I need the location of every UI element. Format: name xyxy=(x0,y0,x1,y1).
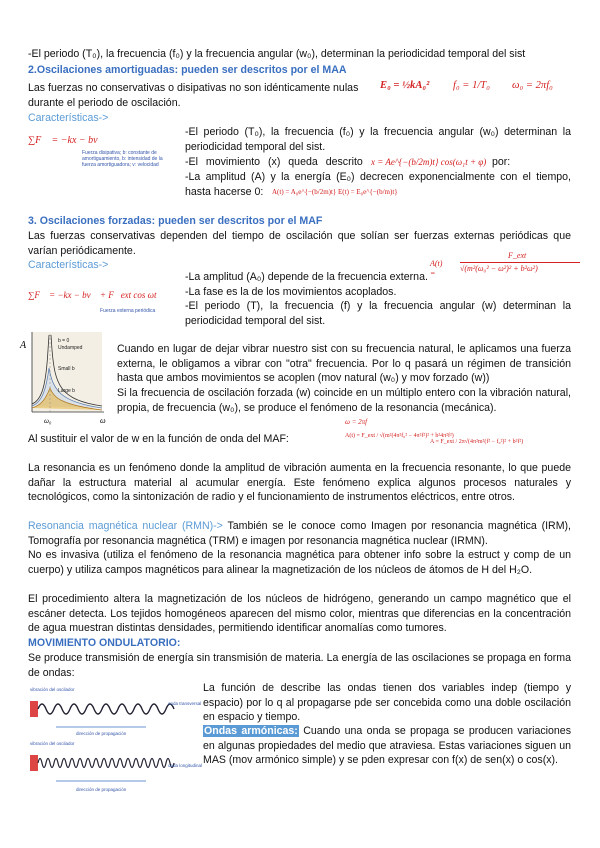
fig-label-5: onda longitudinal xyxy=(168,763,203,768)
amp-den: √(m²(ω₀² − ω²)² + b²ω²) xyxy=(460,264,538,273)
wave-figure-svg xyxy=(26,683,203,797)
rmn-text-1a: También se le conoce como Imagen por resonancia magnética (IRM), Tomografía por resonancia magnética (TRM) e imagen por resonancia magnética nuclear (IRMN). xyxy=(28,520,571,547)
resonance-graph xyxy=(18,330,112,426)
resonance-para-1: Cuando en lugar de dejar vibrar nuestro sist con su frecuencia natural, le aplicamos una fuerza externa, le obligamos a vibrar con "otra" frecuencia. Por lo q pasará un régimen de transición hasta que ambos movimientos se acoplen (mov natural (w₀) y mov forzado (w)) xyxy=(117,343,571,385)
amp-lhs: A(t) = xyxy=(430,259,443,278)
damped-motion-formula: x = Ae^{−(b/2m)t} cos(ω₁t + φ) xyxy=(371,157,487,167)
heading-wave-motion: MOVIMIENTO ONDULATORIO: xyxy=(28,637,181,649)
damped-force-note: Fuerza disipativa; b: constante de amortiguamiento, b: intensidad de la fuerza amortiguadora; v: velocidad xyxy=(82,150,163,168)
graph-label-b0: b = 0 xyxy=(58,338,70,344)
graph-axis-x: ω xyxy=(100,416,106,425)
graph-label-small-b: Small b xyxy=(58,366,75,372)
wave-text-2: Cuando una onda se propaga se producen variaciones en algunas propiedades del medio que atraviesa. Estas variaciones siguen un MAS (mov armónico simple) y se pden expresar con f(x) de sen(x) o cos(x). xyxy=(203,725,571,767)
forced-bullet-3: -El periodo (T), la frecuencia (f) y la frecuencia angular (w) determinan la periodicidad temporal del sist. xyxy=(185,300,571,327)
oscillator-1 xyxy=(30,701,38,717)
heading-forced: 3. Oscilaciones forzadas: pueden ser descritos por el MAF xyxy=(28,215,323,227)
formula-frequency: f₀ = 1/T₀ xyxy=(453,80,490,91)
forced-bullet-2: -La fase es la de los movimientos acoplados. xyxy=(185,286,397,298)
wave-para-2 xyxy=(203,724,571,768)
subst-formula-2: A(t) = F_ext / √(m²(4π²f₀² − 4π²f²)² + b²4π²f²) xyxy=(345,433,454,439)
forced-force-note: Fuerza externa periódica xyxy=(100,308,156,314)
damped-force-formula: ∑F⃗ = −kx − bv⃗ xyxy=(28,135,106,146)
resonance-explanation: La resonancia es un fenómeno donde la amplitud de vibración aumenta en la frecuencia resonante, lo que puede dañar la estructura material al acumular energía. Este fenómeno explica algunos procesos naturales y tecnológicos, como la sintonización de radio y el funcionamiento de instrumentos eléctricos, entre otros. xyxy=(28,462,571,504)
rmn-para-2: El procedimiento altera la magnetización de los núcleos de hidrógeno, generando un campo magnético que el escáner detecta. Los tejidos homogéneos aparecen del mismo color, mientras que diferencias en la concentración de agua muestran distintas densidades, permitiendo identificar anomalías como tumores. xyxy=(28,593,571,635)
fig-label-4: vibración del oscilador xyxy=(30,741,75,746)
period-line: -El periodo (T₀), la frecuencia (f₀) y la frecuencia angular (w₀), determinan la periodicidad temporal del sist xyxy=(28,48,526,60)
subst-formula-1: ω = 2πf xyxy=(345,418,368,426)
graph-label-undamped: Undamped xyxy=(58,345,83,351)
oscillator-2 xyxy=(30,755,38,771)
fig-label-6: dirección de propagación xyxy=(76,787,127,792)
characteristics-link-1[interactable]: Características-> xyxy=(28,112,109,124)
damped-decay-formula: A(t) = A₀e^{−(b/2m)t} E(t) = E₀e^{−(b/m)t} xyxy=(272,188,398,196)
damped-bullet-2b: por: xyxy=(492,156,511,168)
fig-label-2: onda transversal xyxy=(168,701,202,706)
rmn-label[interactable]: Resonancia magnética nuclear (RMN)-> xyxy=(28,520,223,532)
resonance-para-2: Si la frecuencia de oscilación forzada (w) coincide en un múltiplo entero con la vibración natural, propia, de frecuencia (w₀), se produce el fenómeno de la resonancia (mecánica). xyxy=(117,387,571,414)
wave-intro: Se produce transmisión de energía sin transmisión de materia. La energía de las oscilaciones se propaga en forma de ondas: xyxy=(28,652,571,679)
damped-bullet-1: -El periodo (T₀), la frecuencia (f₀) y la frecuencia angular (w₀) determinan la periodicidad temporal del sist. xyxy=(185,126,571,153)
damped-bullet-2a: -El movimiento (x) queda descrito xyxy=(185,156,363,168)
rmn-para-1 xyxy=(28,519,571,548)
forced-intro: Las fuerzas conservativas dependen del tiempo de oscilación que solían ser fuerzas externas periódicas que varían periódicamente. xyxy=(28,230,571,257)
amp-num: F_ext xyxy=(508,251,527,260)
formula-energy: E₀ = ½kA₀² xyxy=(380,80,430,91)
forced-force-formula: ∑F⃗ = −kx − bv⃗ + F⃗ext cos ωt xyxy=(28,290,157,300)
harmonic-waves-highlight: Ondas armónicas: xyxy=(204,725,298,737)
wave-para-1: La función de describe las ondas tienen dos variables indep (tiempo y espacio) por lo q al propagarse pde ser concebida como una doble oscilación en espacio y tiempo. xyxy=(203,682,571,724)
heading-damped: 2.Oscilaciones amortiguadas: pueden ser descritos por el MAA xyxy=(28,64,347,76)
damped-intro-2: durante el periodo de oscilación. xyxy=(28,97,181,109)
amp-bar xyxy=(460,262,580,263)
subst-formula-3: A = F_ext / 2π√(4π²m²(f² − f₀²)² + b²f²) xyxy=(430,439,524,445)
wave-figure xyxy=(26,683,203,797)
graph-tick-w0: ω₀ xyxy=(44,417,52,425)
forced-bullet-1: -La amplitud (A₀) depende de la frecuencia externa. xyxy=(185,271,428,283)
longitudinal-wave xyxy=(38,759,174,768)
formula-angular: ω₀ = 2πf₀ xyxy=(512,80,553,91)
damped-intro-1: Las fuerzas no conservativas o disipativas no son idénticamente nulas xyxy=(28,82,359,94)
graph-axis-y: A xyxy=(20,340,27,351)
rmn-para-1b: No es invasiva (utiliza el fenómeno de la resonancia magnética para obtener info sobre la estruct y comp de un cuerpo) y utiliza campos magnéticos para alinear la magnetización de los núcleos de átomos de H del H₂O. xyxy=(28,549,571,576)
fig-label-1: vibración del oscilador xyxy=(30,687,75,692)
substitute-text: Al sustituir el valor de w en la función de onda del MAF: xyxy=(28,433,289,445)
graph-label-large-b: Large b xyxy=(58,388,75,394)
fig-label-3: dirección de propagación xyxy=(76,731,127,736)
transverse-wave xyxy=(38,704,174,714)
resonance-graph-svg xyxy=(18,330,112,426)
damped-bullet-3: -La amplitud (A) y la energía (E₀) decrecen exponencialmente con el tiempo, hasta hacerse 0: xyxy=(185,171,571,198)
characteristics-link-2[interactable]: Características-> xyxy=(28,259,109,271)
